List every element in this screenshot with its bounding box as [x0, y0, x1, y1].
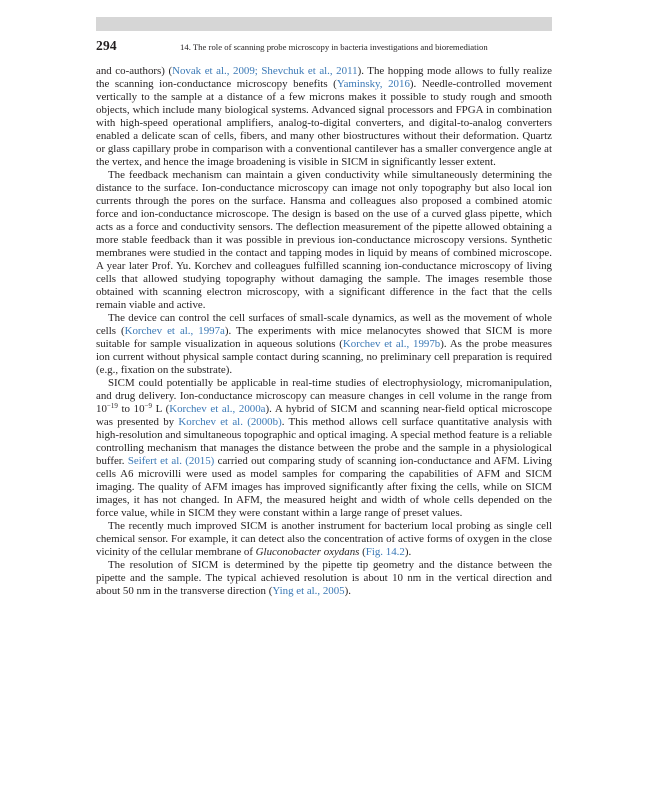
citation-link[interactable]: Seifert et al. (2015) [127, 455, 215, 467]
text-run: ). Needle-controlled movement vertically to the sample at a distance of a few microns makes it possible to study rough and smooth objects, which include many biological systems. Advanced signal processors and FPGA in combination with high-speed operational amplifiers, analog-to-digital converters, and digital-to-analog converters enabled a delicate scan of cells, fibers, and many other biostructures without their deformation. Quartz or glass capillary probe in comparison with a conventional cantilever has a smaller convergence angle at the vertex, and hence the image broadening is visible in SICM in significantly lesser extent. [96, 78, 552, 168]
citation-link[interactable]: Ying et al., 2005 [272, 585, 345, 597]
paragraph-4 [96, 377, 552, 520]
text-run: L ( [152, 403, 170, 415]
text-run: The resolution of SICM is determined by the pipette tip geometry and the distance between the pipette and the sample. The typical achieved resolution is about 10 nm in the vertical direction and about 50 nm in the transverse direction ( [96, 559, 552, 597]
text-run: The recently much improved SICM is another instrument for bacterium local probing as single cell chemical sensor. For example, it can detect also the concentration of active forms of oxygen in the close vicinity of the cellular membrane of [96, 520, 552, 558]
text-run: ). As the probe measures ion current without physical sample contact during scanning, no preliminary cell preparation is required (e.g., fixation on the substrate). [96, 338, 552, 376]
text-run: ). [344, 585, 351, 597]
paragraph-2 [96, 169, 552, 312]
species-name: Gluconobacter oxydans [255, 546, 360, 558]
text-run: ). [404, 546, 412, 558]
text-run: ( [359, 546, 366, 558]
exponent: −19 [106, 402, 118, 410]
citation-link[interactable]: Korchev et al., 2000a [169, 403, 266, 415]
text-run: SICM could potentially be applicable in real-time studies of electrophysiology, micromanipulation, and drug delivery. Ion-conductance microscopy can measure changes in cell volume in the range from 10 [96, 377, 552, 415]
citation-link[interactable]: Novak et al., 2009; Shevchuk et al., 2011 [172, 65, 358, 77]
body-text [96, 65, 552, 598]
paragraph-6 [96, 559, 552, 598]
text-run: carried out comparing study of scanning ion-conductance and AFM. Living cells A6 microvilli were used as model samples for comparing the capabilities of AFM and SICM imaging. The quality of AFM images has improved significantly after fixing the cells, while on SICM images, it has not changed. In AFM, the measured height and width of whole cells depended on the force value, while in SICM they were constant within a large range of preset values. [96, 455, 552, 519]
running-head: 14. The role of scanning probe microscopy in bacteria investigations and bioremediation [180, 42, 488, 52]
page-header [96, 38, 552, 54]
text-run: and co-authors) ( [96, 65, 173, 77]
figure-link[interactable]: Fig. 14.2 [365, 546, 405, 558]
paragraph-1 [96, 65, 552, 169]
paragraph-5 [96, 520, 552, 559]
text-run: to 10 [117, 403, 145, 415]
text-run: ). A hybrid of SICM and scanning near-field optical microscope was presented by [96, 403, 553, 428]
citation-link[interactable]: Yaminsky, 2016 [336, 78, 410, 90]
citation-link[interactable]: Korchev et al., 1997a [124, 325, 225, 337]
exponent: −9 [144, 402, 152, 410]
text-run: ). The experiments with mice melanocytes showed that SICM is more suitable for sample visualization in aqueous solutions ( [96, 325, 553, 350]
citation-link[interactable]: Korchev et al., 1997b [342, 338, 441, 350]
text-run: The device can control the cell surfaces of small-scale dynamics, as well as the movement of whole cells ( [96, 312, 552, 337]
paragraph-3 [96, 312, 552, 377]
header-rule [96, 17, 552, 31]
text-run: The feedback mechanism can maintain a given conductivity while simultaneously determining the distance to the surface. Ion-conductance microscopy can image not only topography but also local ion currents through the pores on the surface. Hansma and colleagues also proposed a combined atomic force and ion-conductance microscope. The design is based on the use of a curved glass pipette, which acts as a force and conductivity sensors. The deflection measurement of the pipette allowed obtaining a more stable feedback than it was possible in previous ion-conductance microscopy versions. Synthetic membranes were studied in the contact and tapping modes in liquid by means of combined microscope. A year later Prof. Yu. Korchev and colleagues fulfilled scanning ion-conductance microscopy of living cells that allowed studying topography without damaging the sample. The images resemble those obtained with scanning electron microscopy, with a significant difference in the fact that the cells remain viable and active. [96, 169, 552, 311]
page-number: 294 [96, 38, 117, 53]
text-run: . This method allows cell surface quantitative analysis with high-resolution and simultaneous topographic and optical imaging. A special method feature is a reliable controlling mechanism that manages the distance between the probe and the sample in a physiological buffer. [96, 416, 552, 467]
text-run: ). The hopping mode allows to fully realize the scanning ion-conductance microscopy benefits ( [96, 65, 553, 90]
citation-link[interactable]: Korchev et al. (2000b) [178, 416, 282, 428]
